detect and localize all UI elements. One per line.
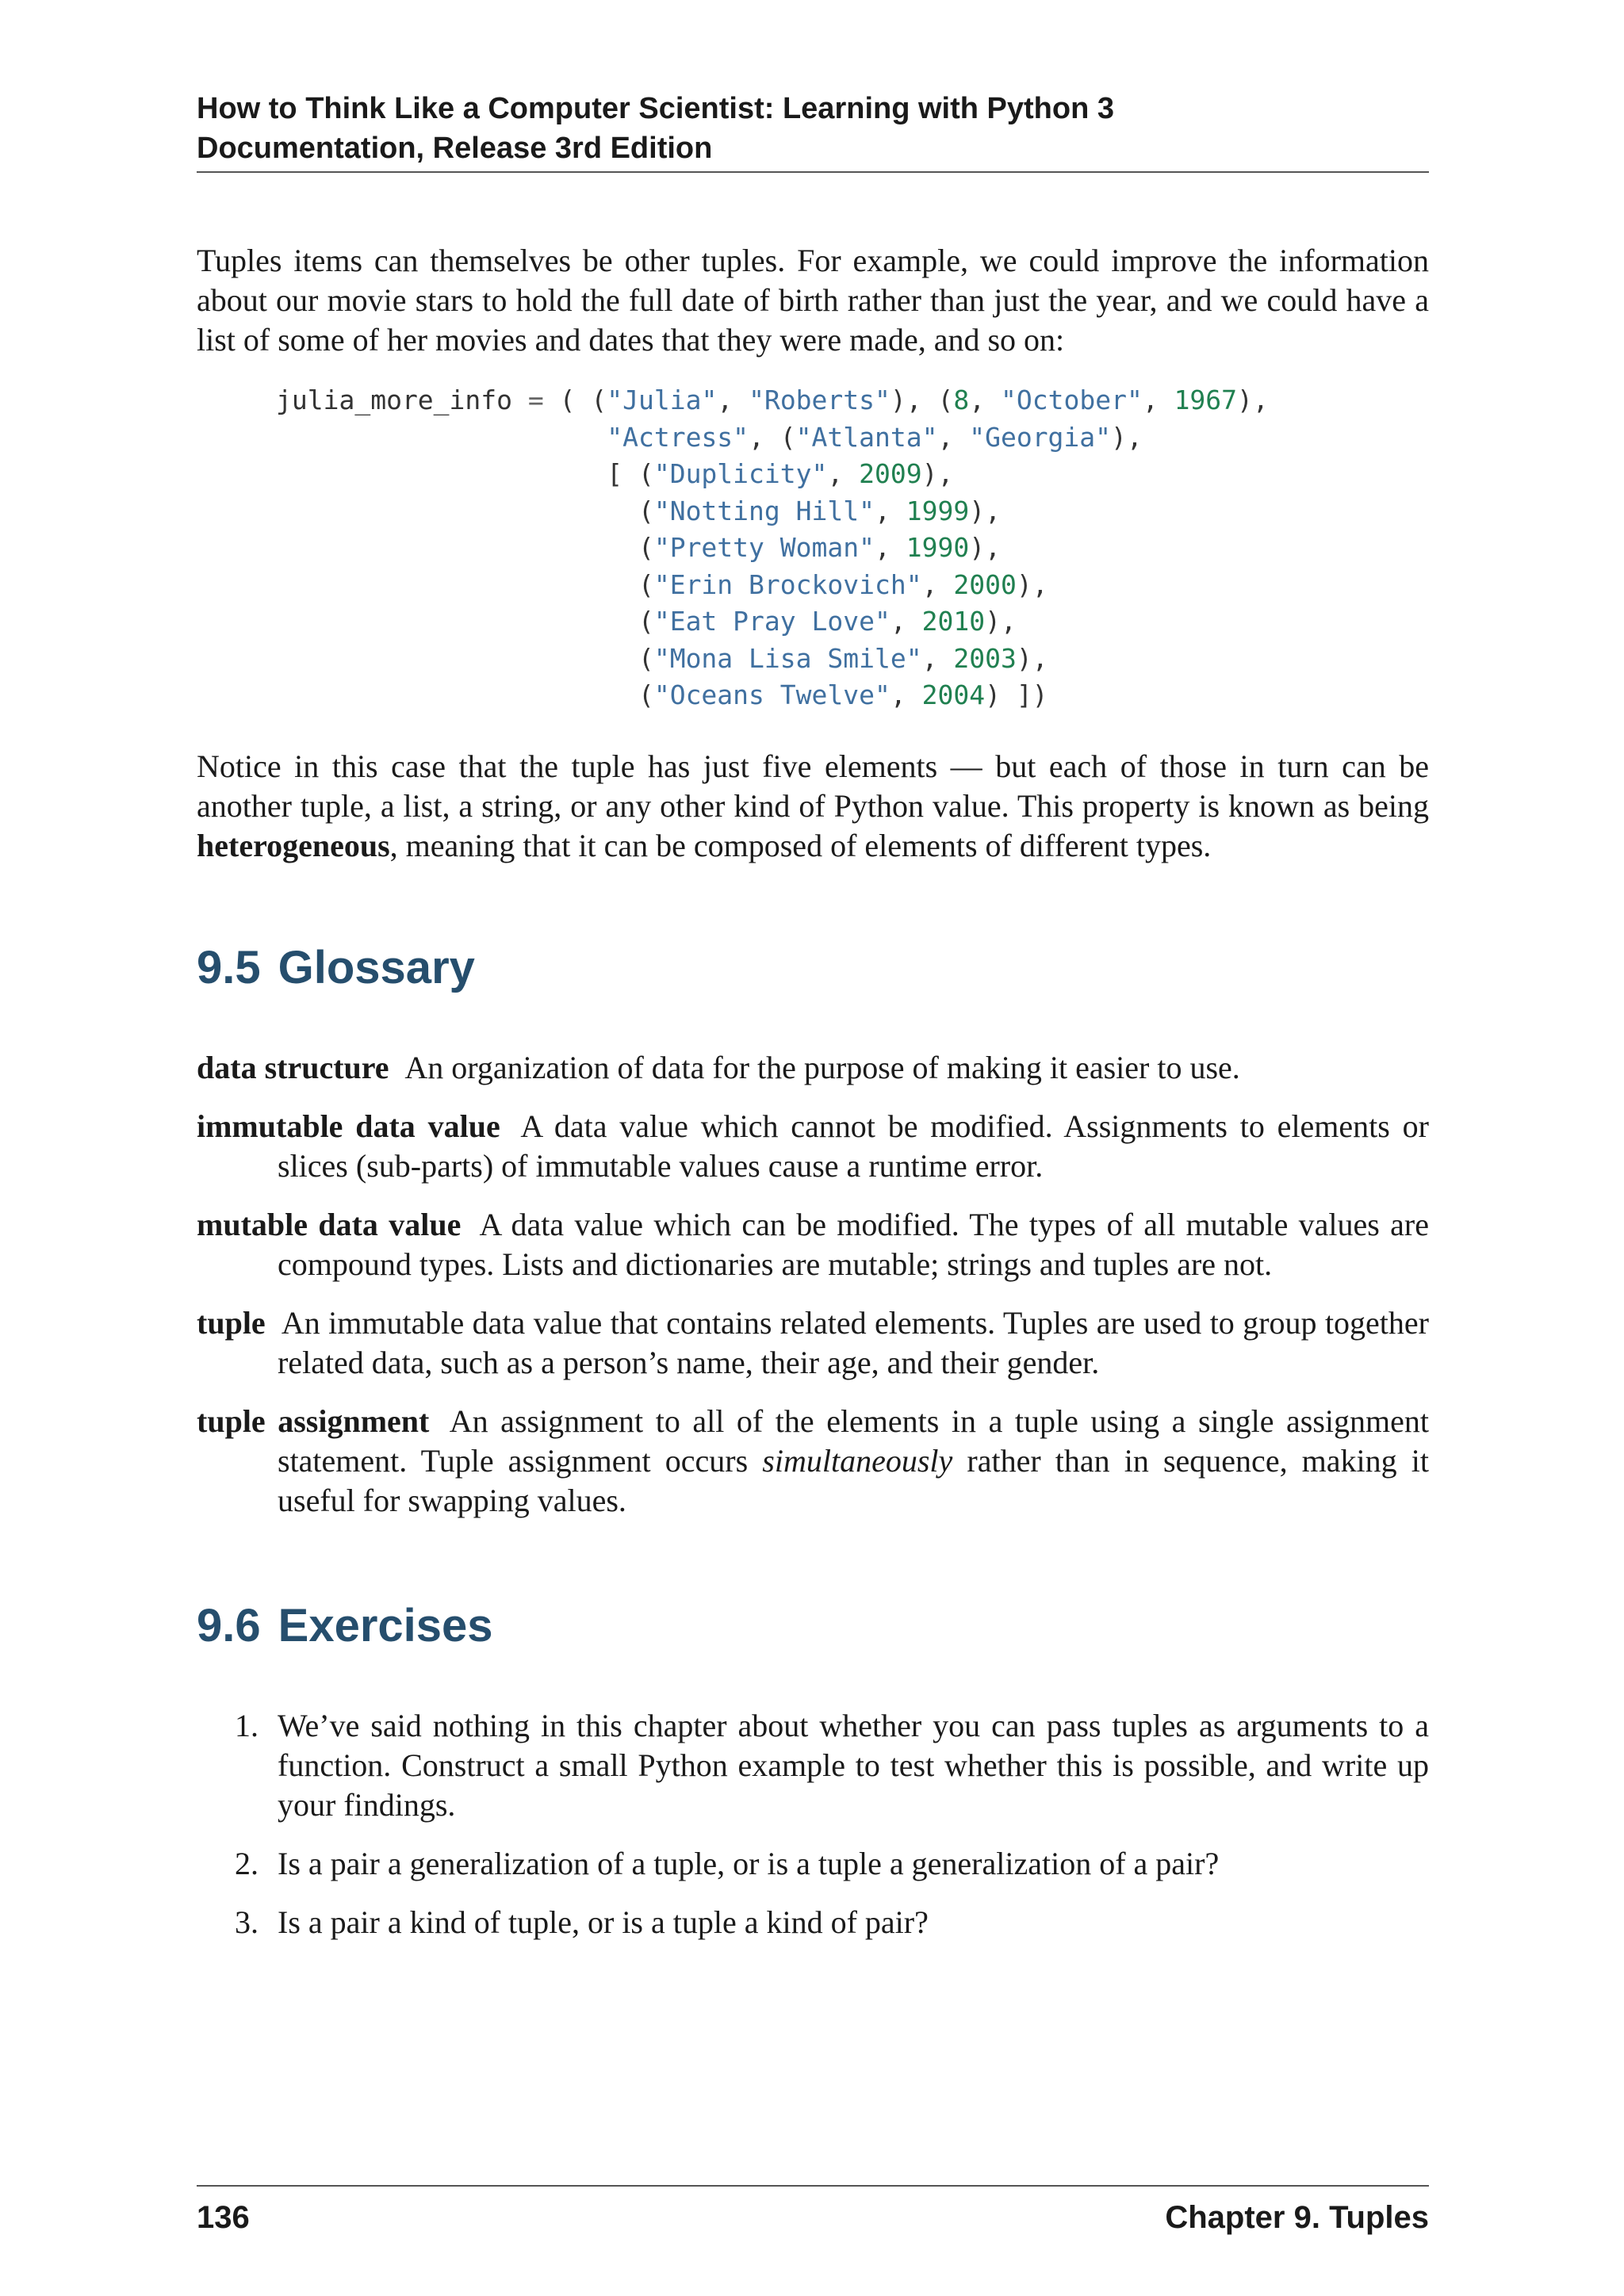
code-block: julia_more_info = ( ("Julia", "Roberts"), (8, "October", 1967), "Actress", ("Atlanta", "Georgia"), [ ("Duplicity", 2009), ("Notting Hill", 1999), ("Pretty Woman", 1990), ("Erin Brockovich", 2000), ("Eat Pray Love", 2010), ("Mona Lisa Smile", 2003), ("Oceans Twelve", 2004) ]) (276, 385, 1269, 710)
glossary-definition: A data value which can be modified. The types of all mutable values are compound types. Lists and dictionaries are mutable; strings and tuples are not. (278, 1207, 1430, 1282)
exercise-item (197, 1903, 1429, 1942)
running-header-line-2: Documentation, Release 3rd Edition (197, 132, 713, 165)
glossary-heading (197, 940, 475, 996)
code-str: "Notting Hill" (653, 495, 875, 526)
exercise-text: Is a pair a generalization of a tuple, or is a tuple a generalization of a pair? (278, 1846, 1220, 1881)
header-rule (197, 171, 1429, 173)
page-number: 136 (197, 2200, 250, 2235)
intro-paragraph: Tuples items can themselves be other tuples. For example, we could improve the information about our movie stars to hold the full date of birth rather than just the year, and we could have a list of some of her movies and dates that they were made, and so on: (197, 243, 1429, 358)
code-str: "Julia" (607, 385, 718, 415)
heterogeneous-term: heterogeneous (197, 828, 390, 863)
section-title: Glossary (278, 942, 475, 993)
glossary-entry (197, 1205, 1429, 1284)
glossary-definition-end: rather than in sequence, making it useful for swapping values. (278, 1443, 1430, 1518)
running-header (197, 89, 1429, 168)
code-str: "Duplicity" (653, 458, 828, 489)
glossary-term: mutable data value (197, 1207, 462, 1242)
glossary-entry (197, 1303, 1429, 1383)
exercise-number: 1. (235, 1708, 259, 1743)
glossary-entry (197, 1402, 1429, 1521)
code-str: "Georgia" (969, 421, 1112, 453)
exercise-number: 2. (235, 1846, 259, 1881)
code-num: 1990 (906, 532, 970, 563)
glossary-definition: An assignment to all of the elements in a tuple using a single assignment statement. Tuple assignment occurs (278, 1403, 1430, 1479)
code-num: 2003 (953, 642, 1017, 674)
glossary-emphasis: simultaneously (762, 1443, 953, 1479)
glossary-entry (197, 1107, 1429, 1186)
code-num: 1967 (1174, 385, 1238, 415)
code-str: "Pretty Woman" (653, 532, 875, 563)
section-title: Exercises (278, 1600, 493, 1651)
code-num: 8 (953, 385, 970, 415)
code-str: "Erin Brockovich" (653, 568, 922, 600)
code-str: "Eat Pray Love" (653, 606, 891, 637)
notice-text: Notice in this case that the tuple has just five elements — but each of those in turn can be another tuple, a list, a string, or any other kind of Python value. This property is known as being (197, 748, 1429, 824)
glossary-term: data structure (197, 1050, 389, 1085)
running-header-line-1: How to Think Like a Computer Scientist: Learning with Python 3 (197, 92, 1114, 125)
exercise-list (197, 1706, 1429, 1961)
document-page (197, 0, 1429, 2296)
code-str: "Actress" (607, 421, 749, 453)
notice-paragraph (197, 747, 1429, 866)
exercise-text: Is a pair a kind of tuple, or is a tuple a kind of pair? (278, 1904, 929, 1940)
exercise-item (197, 1706, 1429, 1825)
glossary-definition: An immutable data value that contains related elements. Tuples are used to group together related data, such as a person’s name, their age, and their gender. (278, 1305, 1429, 1380)
glossary-definition: An organization of data for the purpose of making it easier to use. (404, 1050, 1240, 1085)
code-str: "Roberts" (749, 385, 891, 415)
glossary-definition: A data value which cannot be modified. Assignments to elements or slices (sub-parts) of immutable values cause a runtime error. (278, 1108, 1429, 1184)
code-num: 2000 (953, 568, 1017, 600)
exercise-number: 3. (235, 1904, 259, 1940)
exercise-text: We’ve said nothing in this chapter about whether you can pass tuples as arguments to a function. Construct a small Python example to test whether this is possible, and write up your findings. (278, 1708, 1429, 1823)
code-str: "Oceans Twelve" (653, 679, 891, 710)
section-number: 9.6 (197, 1600, 261, 1651)
code-num: 1999 (906, 495, 970, 526)
glossary-term: tuple assignment (197, 1403, 430, 1439)
footer-rule (197, 2185, 1429, 2187)
code-num: 2004 (921, 679, 986, 710)
glossary-list (197, 1048, 1429, 1540)
code-str: "October" (1001, 385, 1143, 415)
exercise-item (197, 1844, 1429, 1884)
exercises-heading (197, 1598, 493, 1654)
notice-text-end: , meaning that it can be composed of elements of different types. (389, 828, 1212, 863)
code-num: 2009 (859, 458, 922, 489)
glossary-entry (197, 1048, 1429, 1088)
code-str: "Atlanta" (795, 421, 938, 453)
code-var: julia_more_info (276, 385, 513, 415)
code-str: "Mona Lisa Smile" (653, 642, 922, 674)
glossary-term: tuple (197, 1305, 266, 1341)
code-num: 2010 (921, 606, 986, 637)
chapter-label: Chapter 9. Tuples (1165, 2200, 1429, 2235)
section-number: 9.5 (197, 942, 261, 993)
glossary-term: immutable data value (197, 1108, 500, 1144)
